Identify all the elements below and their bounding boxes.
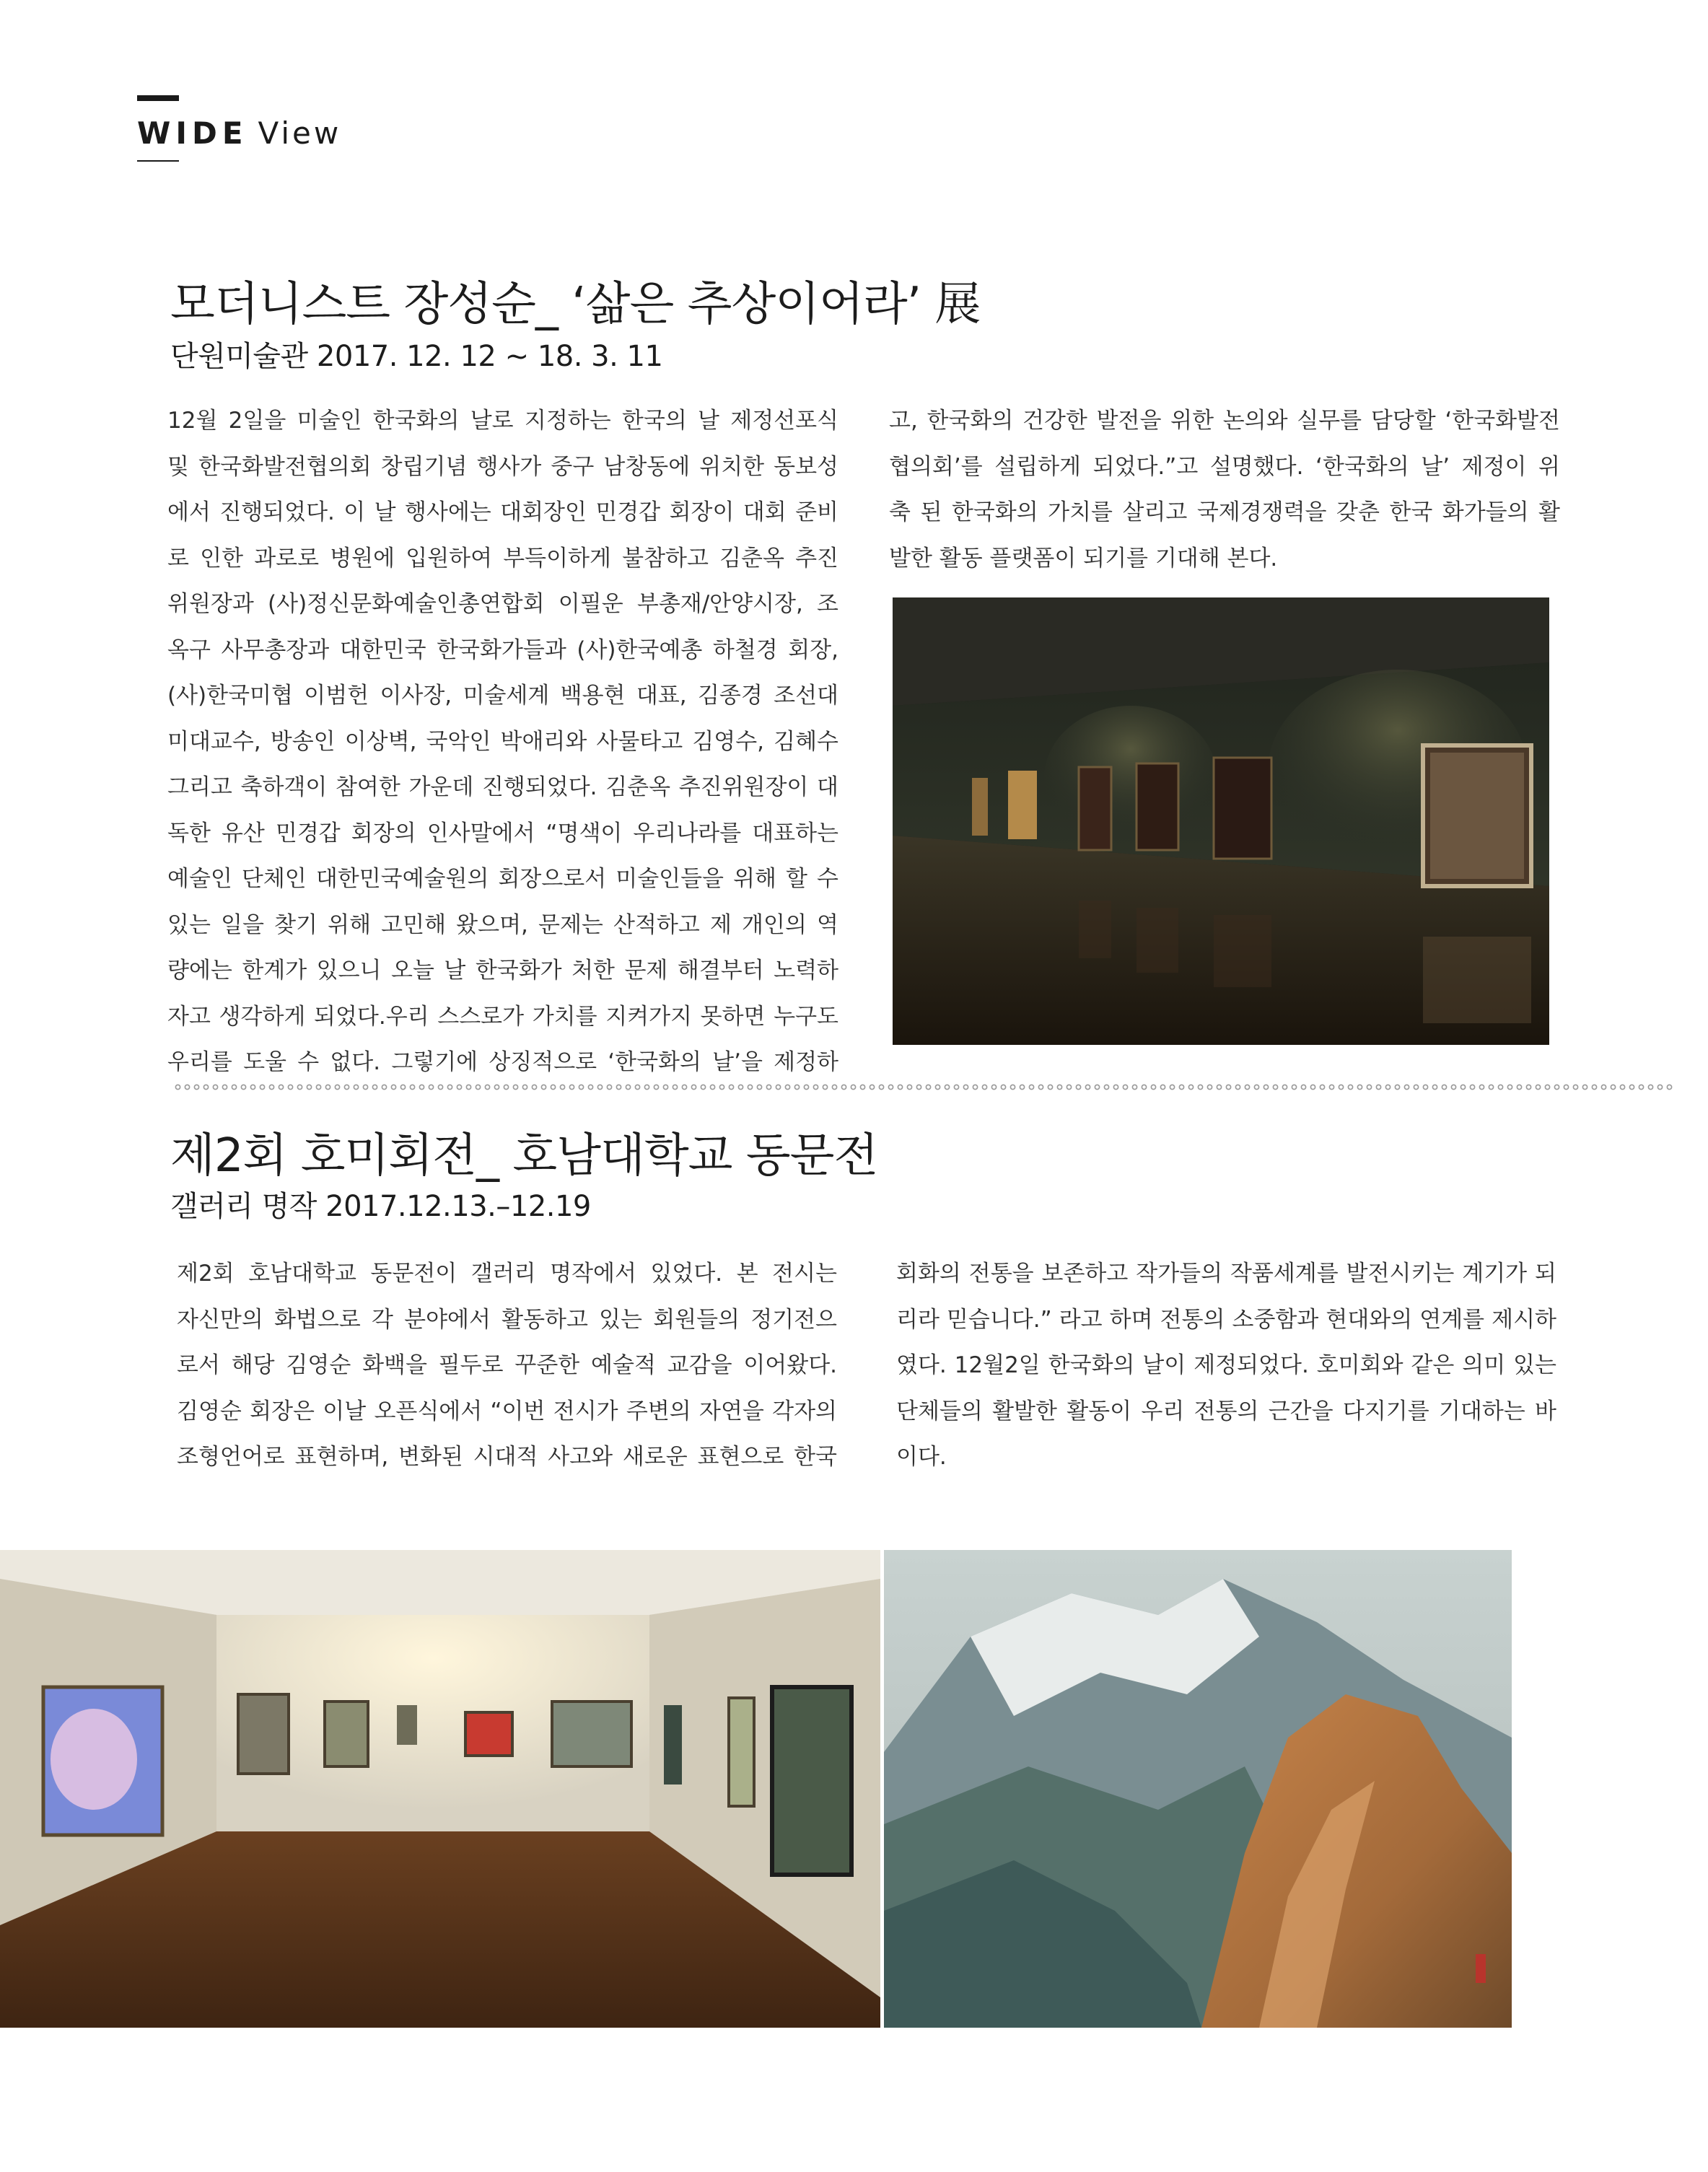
gallery-photo-bright <box>0 1550 880 2028</box>
text-line: 이다. <box>896 1444 947 1470</box>
article1-column-right <box>889 398 1560 582</box>
header-bar <box>137 95 179 101</box>
bright-gallery-image <box>0 1550 880 2028</box>
article1-title: 모더니스트 장성순_ ‘삶은 추상이어라’ 展 <box>170 278 981 331</box>
article2-title: 제2회 호미회전_ 호남대학교 동문전 <box>170 1129 878 1183</box>
text-line: 독한 유산 민경갑 회장의 인사말에서 “명색이 우리나라를 대표하는 <box>167 820 838 846</box>
text-line: 제2회 호남대학교 동문전이 갤러리 명작에서 있었다. 본 전시는 <box>177 1261 837 1287</box>
dotted-divider <box>173 1082 1674 1092</box>
text-line: 자신만의 화법으로 각 분야에서 활동하고 있는 회원들의 정기전으 <box>177 1306 837 1333</box>
article2-subtitle: 갤러리 명작 2017.12.13.–12.19 <box>170 1190 591 1223</box>
text-line: 우리를 도울 수 없다. 그렇기에 상징적으로 ‘한국화의 날’을 제정하 <box>167 1049 838 1075</box>
header-underline <box>137 160 179 162</box>
text-line: 협의회’를 설립하게 되었다.”고 설명했다. ‘한국화의 날’ 제정이 위 <box>889 453 1560 480</box>
text-line: 옥구 사무총장과 대한민국 한국화가들과 (사)한국예총 하철경 회장, <box>167 636 838 663</box>
article1-subtitle: 단원미술관 2017. 12. 12 ~ 18. 3. 11 <box>170 340 663 373</box>
article2-column-left <box>177 1251 837 1481</box>
text-line: 회화의 전통을 보존하고 작가들의 작품세계를 발전시키는 계기가 되 <box>896 1261 1556 1287</box>
gallery-photo-dark <box>893 597 1549 1045</box>
text-line: 로서 해당 김영순 화백을 필두로 꾸준한 예술적 교감을 이어왔다. <box>177 1352 837 1378</box>
text-line: 위원장과 (사)정신문화예술인총연합회 이필운 부총재/안양시장, 조 <box>167 591 838 617</box>
text-line: 그리고 축하객이 참여한 가운데 진행되었다. 김춘옥 추진위원장이 대 <box>167 774 838 800</box>
text-line: 및 한국화발전협의회 창립기념 행사가 중구 남창동에 위치한 동보성 <box>167 453 838 480</box>
text-line: 였다. 12월2일 한국화의 날이 제정되었다. 호미회와 같은 의미 있는 <box>896 1352 1556 1378</box>
section-label <box>137 115 341 151</box>
text-line: 로 인한 과로로 병원에 입원하여 부득이하게 불참하고 김춘옥 추진 <box>167 545 838 572</box>
article1-column-left <box>167 398 838 1086</box>
text-line: 축 된 한국화의 가치를 살리고 국제경쟁력을 갖춘 한국 화가들의 활 <box>889 499 1560 525</box>
text-line: (사)한국미협 이범헌 이사장, 미술세계 백용현 대표, 김종경 조선대 <box>167 683 838 709</box>
article2-column-right <box>896 1251 1556 1481</box>
text-line: 12월 2일을 미술인 한국화의 날로 지정하는 한국의 날 제정선포식 <box>167 408 838 434</box>
text-line: 조형언어로 표현하며, 변화된 시대적 사고와 새로운 표현으로 한국 <box>177 1444 837 1470</box>
text-line: 김영순 회장은 이날 오픈식에서 “이번 전시가 주변의 자연을 각자의 <box>177 1398 837 1424</box>
text-line: 자고 생각하게 되었다.우리 스스로가 가치를 지켜가지 못하면 누구도 <box>167 1003 838 1030</box>
text-line: 예술인 단체인 대한민국예술원의 회장으로서 미술인들을 위해 할 수 <box>167 866 838 892</box>
mountain-painting-image <box>884 1550 1512 2028</box>
mountain-painting-photo <box>884 1550 1512 2028</box>
section-label-bold: WIDE <box>137 115 248 151</box>
text-line: 단체들의 활발한 활동이 우리 전통의 근간을 다지기를 기대하는 바 <box>896 1398 1556 1424</box>
text-line: 에서 진행되었다. 이 날 행사에는 대회장인 민경갑 회장이 대회 준비 <box>167 499 838 525</box>
text-line: 미대교수, 방송인 이상벽, 국악인 박애리와 사물타고 김영수, 김혜수 <box>167 728 838 755</box>
text-line: 있는 일을 찾기 위해 고민해 왔으며, 문제는 산적하고 제 개인의 역 <box>167 911 838 938</box>
text-line: 발한 활동 플랫폼이 되기를 기대해 본다. <box>889 545 1278 572</box>
text-line: 고, 한국화의 건강한 발전을 위한 논의와 실무를 담당할 ‘한국화발전 <box>889 408 1560 434</box>
text-line: 리라 믿습니다.” 라고 하며 전통의 소중함과 현대와의 연계를 제시하 <box>896 1306 1556 1333</box>
section-label-light: View <box>258 115 342 151</box>
text-line: 량에는 한계가 있으니 오늘 날 한국화가 처한 문제 해결부터 노력하 <box>167 958 838 984</box>
dark-gallery-image <box>893 597 1549 1045</box>
